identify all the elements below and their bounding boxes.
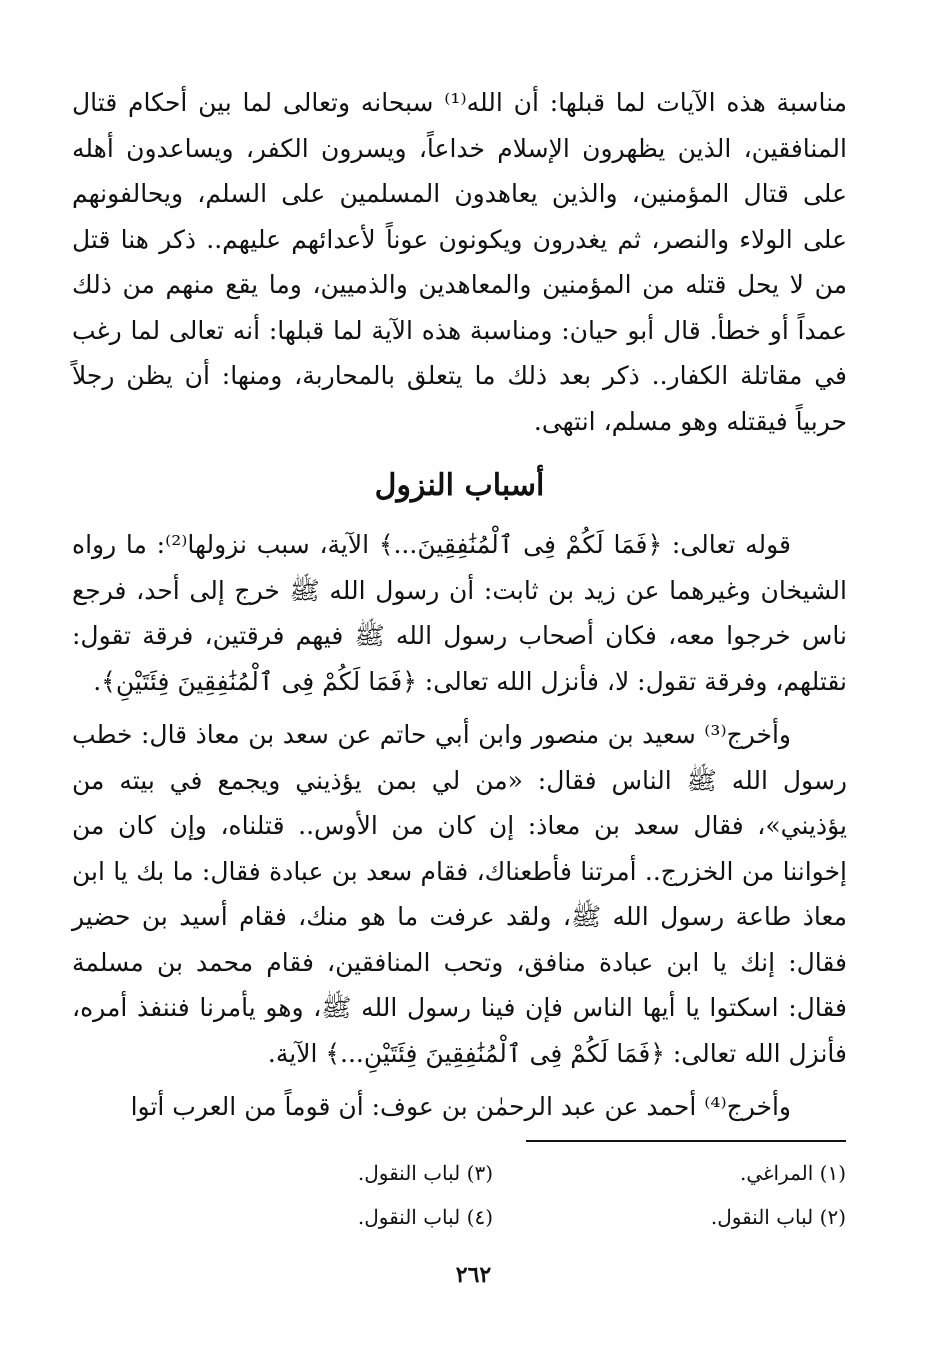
footnote-4: (٤) لباب النقول.	[357, 1205, 493, 1229]
paragraph-narration-saad: وأخرج⁽³⁾ سعيد بن منصور وابن أبي حاتم عن سعد بن معاذ قال: خطب رسول الله ﷺ الناس فقال: «من لي بمن يؤذيني ويجمع في بيته من يؤذيني»، فقال سعد بن معاذ: إن كان من الأوس.. قتلناه، وإن كان من إخواننا من الخزرج.. أمرتنا فأطعناك، فقام سعد بن عبادة فقال: ما بك يا ابن معاذ طاعة رسول الله ﷺ، ولقد عرفت ما هو منك، فقام أسيد بن حضير فقال: إنك يا ابن عبادة منافق، وتحب المنافقين، فقام محمد بن مسلمة فقال: اسكتوا يا أيها الناس فإن فينا رسول الله ﷺ، وهو يأمرنا فننفذ أمره، فأنزل الله تعالى: ﴿فَمَا لَكُمْ فِى ٱلْمُنَٰفِقِينَ فِئَتَيْنِ...﴾ الآية.	[72, 720, 847, 1068]
footnote-divider	[526, 1140, 846, 1142]
intro-paragraph: مناسبة هذه الآيات لما قبلها: أن الله⁽¹⁾ سبحانه وتعالى لما بين أحكام قتال المنافقين، الذين يظهرون الإسلام خداعاً، ويسرون الكفر، ويساعدون أهله على قتال المؤمنين، والذين يعاهدون المسلمين على السلم، ويحالفونهم على الولاء والنصر، ثم يغدرون ويكونون عوناً لأعدائهم عليهم.. ذكر هنا قتل من لا يحل قتله من المؤمنين والمعاهدين والذميين، وما يقع منهم من ذلك عمداً أو خطأ. قال أبو حيان: ومناسبة هذه الآية لما قبلها: أنه تعالى لما رغب في مقاتلة الكفار.. ذكر بعد ذلك ما يتعلق بالمحاربة، ومنها: أن يظن رجلاً حربياً فيقتله وهو مسلم، انتهى.	[72, 88, 848, 436]
page-number: ٢٦٢	[455, 1262, 492, 1288]
page-body	[72, 80, 847, 1130]
footnote-2: (٢) لباب النقول.	[710, 1205, 846, 1229]
paragraph-verse-cause: قوله تعالى: ﴿فَمَا لَكُمْ فِى ٱلْمُنَٰفِقِينَ...﴾ الآية، سبب نزولها⁽²⁾: ما رواه الشيخان وغيرهما عن زيد بن ثابت: أن رسول الله ﷺ خرج إلى أحد، فرجع ناس خرجوا معه، فكان أصحاب رسول الله ﷺ فيهم فرقتين، فرقة تقول: نقتلهم، وفرقة تقول: لا، فأنزل الله تعالى: ﴿فَمَا لَكُمْ فِى ٱلْمُنَٰفِقِينَ فِئَتَيْنِ﴾.	[72, 530, 847, 696]
footnote-3: (٣) لباب النقول.	[357, 1161, 493, 1185]
section-title: أسباب النزول	[374, 468, 545, 503]
footnote-1: (١) المراغي.	[739, 1161, 846, 1185]
paragraph-narration-ahmad: وأخرج⁽⁴⁾ أحمد عن عبد الرحمٰن بن عوف: أن قوماً من العرب أتوا	[130, 1092, 791, 1121]
footnotes	[140, 1158, 846, 1232]
